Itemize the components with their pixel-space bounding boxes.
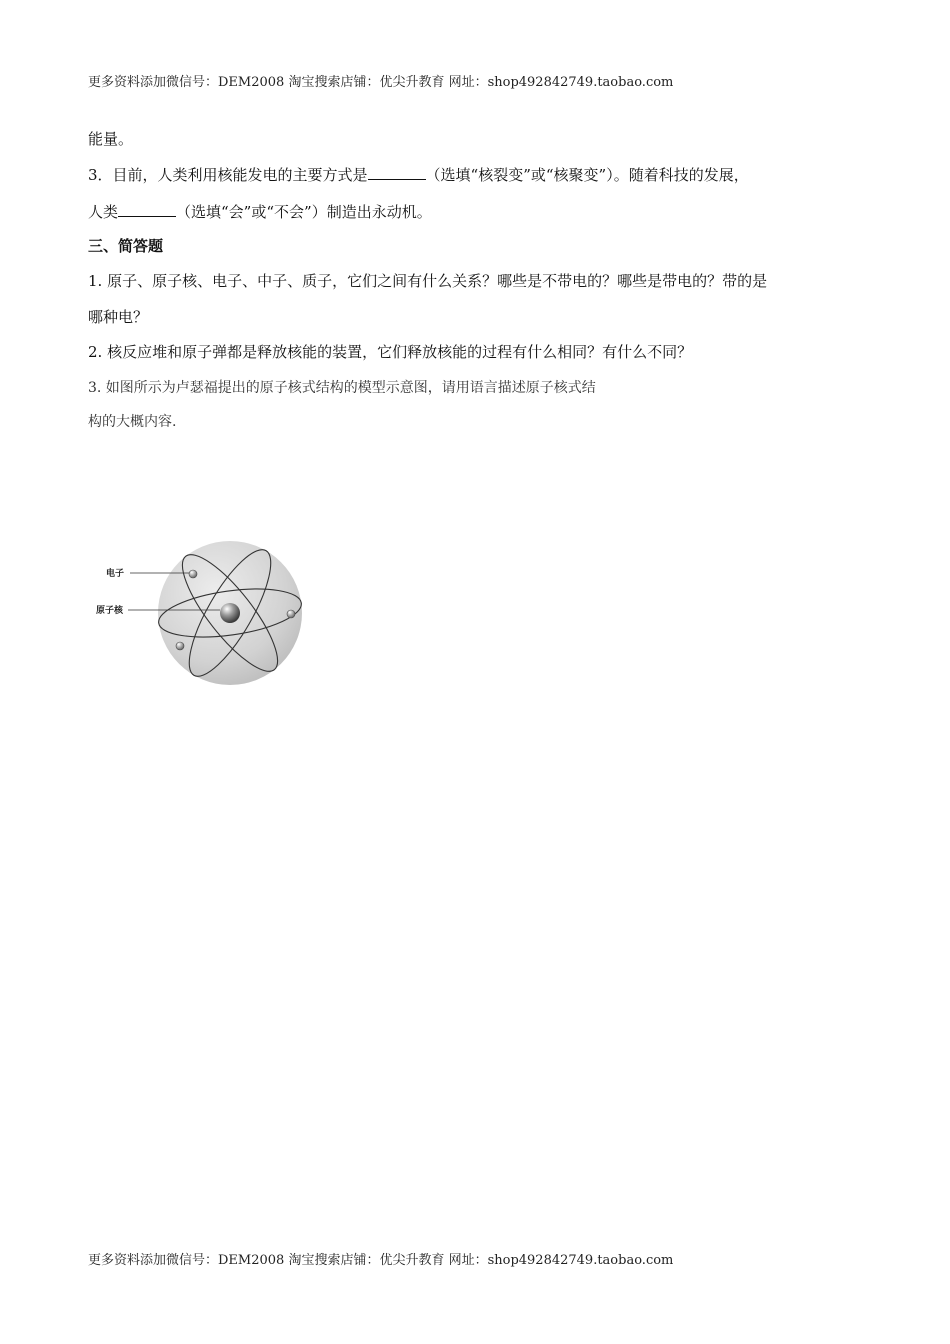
- electron-3: [176, 642, 184, 650]
- question-3-line-2: [88, 201, 432, 222]
- label-electron: 电子: [106, 569, 125, 579]
- question-3-text-a: 3．目前，人类利用核能发电的主要方式是: [88, 166, 368, 184]
- nucleus: [220, 603, 240, 623]
- question-3-text-c: 人类: [88, 203, 119, 221]
- electron-1: [189, 570, 197, 578]
- text-line-energy: 能量。: [88, 130, 134, 148]
- atom-model-drawing: [92, 540, 307, 686]
- short-answer-1-line-1: 1. 原子、原子核、电子、中子、质子，它们之间有什么关系？哪些是不带电的？哪些是带电的？带的是: [88, 272, 768, 290]
- question-3-line-1: [88, 164, 749, 185]
- short-answer-3-line-1: 3. 如图所示为卢瑟福提出的原子核式结构的模型示意图，请用语言描述原子核式结: [88, 380, 596, 396]
- label-nucleus: 原子核: [96, 606, 124, 616]
- page-header: 更多资料添加微信号：DEM2008 淘宝搜索店铺：优尖升教育 网址：shop492842749.taobao.com: [88, 75, 674, 90]
- answer-blank-1[interactable]: [368, 165, 426, 180]
- answer-blank-2[interactable]: [118, 202, 176, 217]
- short-answer-2: 2. 核反应堆和原子弹都是释放核能的装置，它们释放核能的过程有什么相同？有什么不同？: [88, 343, 693, 361]
- question-3-text-b: （选填“核裂变”或“核聚变”）。随着科技的发展，: [425, 166, 749, 184]
- section-title: 三、简答题: [88, 237, 164, 255]
- page-footer: 更多资料添加微信号：DEM2008 淘宝搜索店铺：优尖升教育 网址：shop492842749.taobao.com: [88, 1253, 674, 1268]
- short-answer-3-line-2: 构的大概内容.: [88, 414, 177, 430]
- short-answer-1-line-2: 哪种电？: [88, 308, 149, 326]
- electron-2: [287, 610, 295, 618]
- question-3-text-d: （选填“会”或“不会”）制造出永动机。: [176, 203, 432, 221]
- atom-model-figure: [92, 540, 307, 686]
